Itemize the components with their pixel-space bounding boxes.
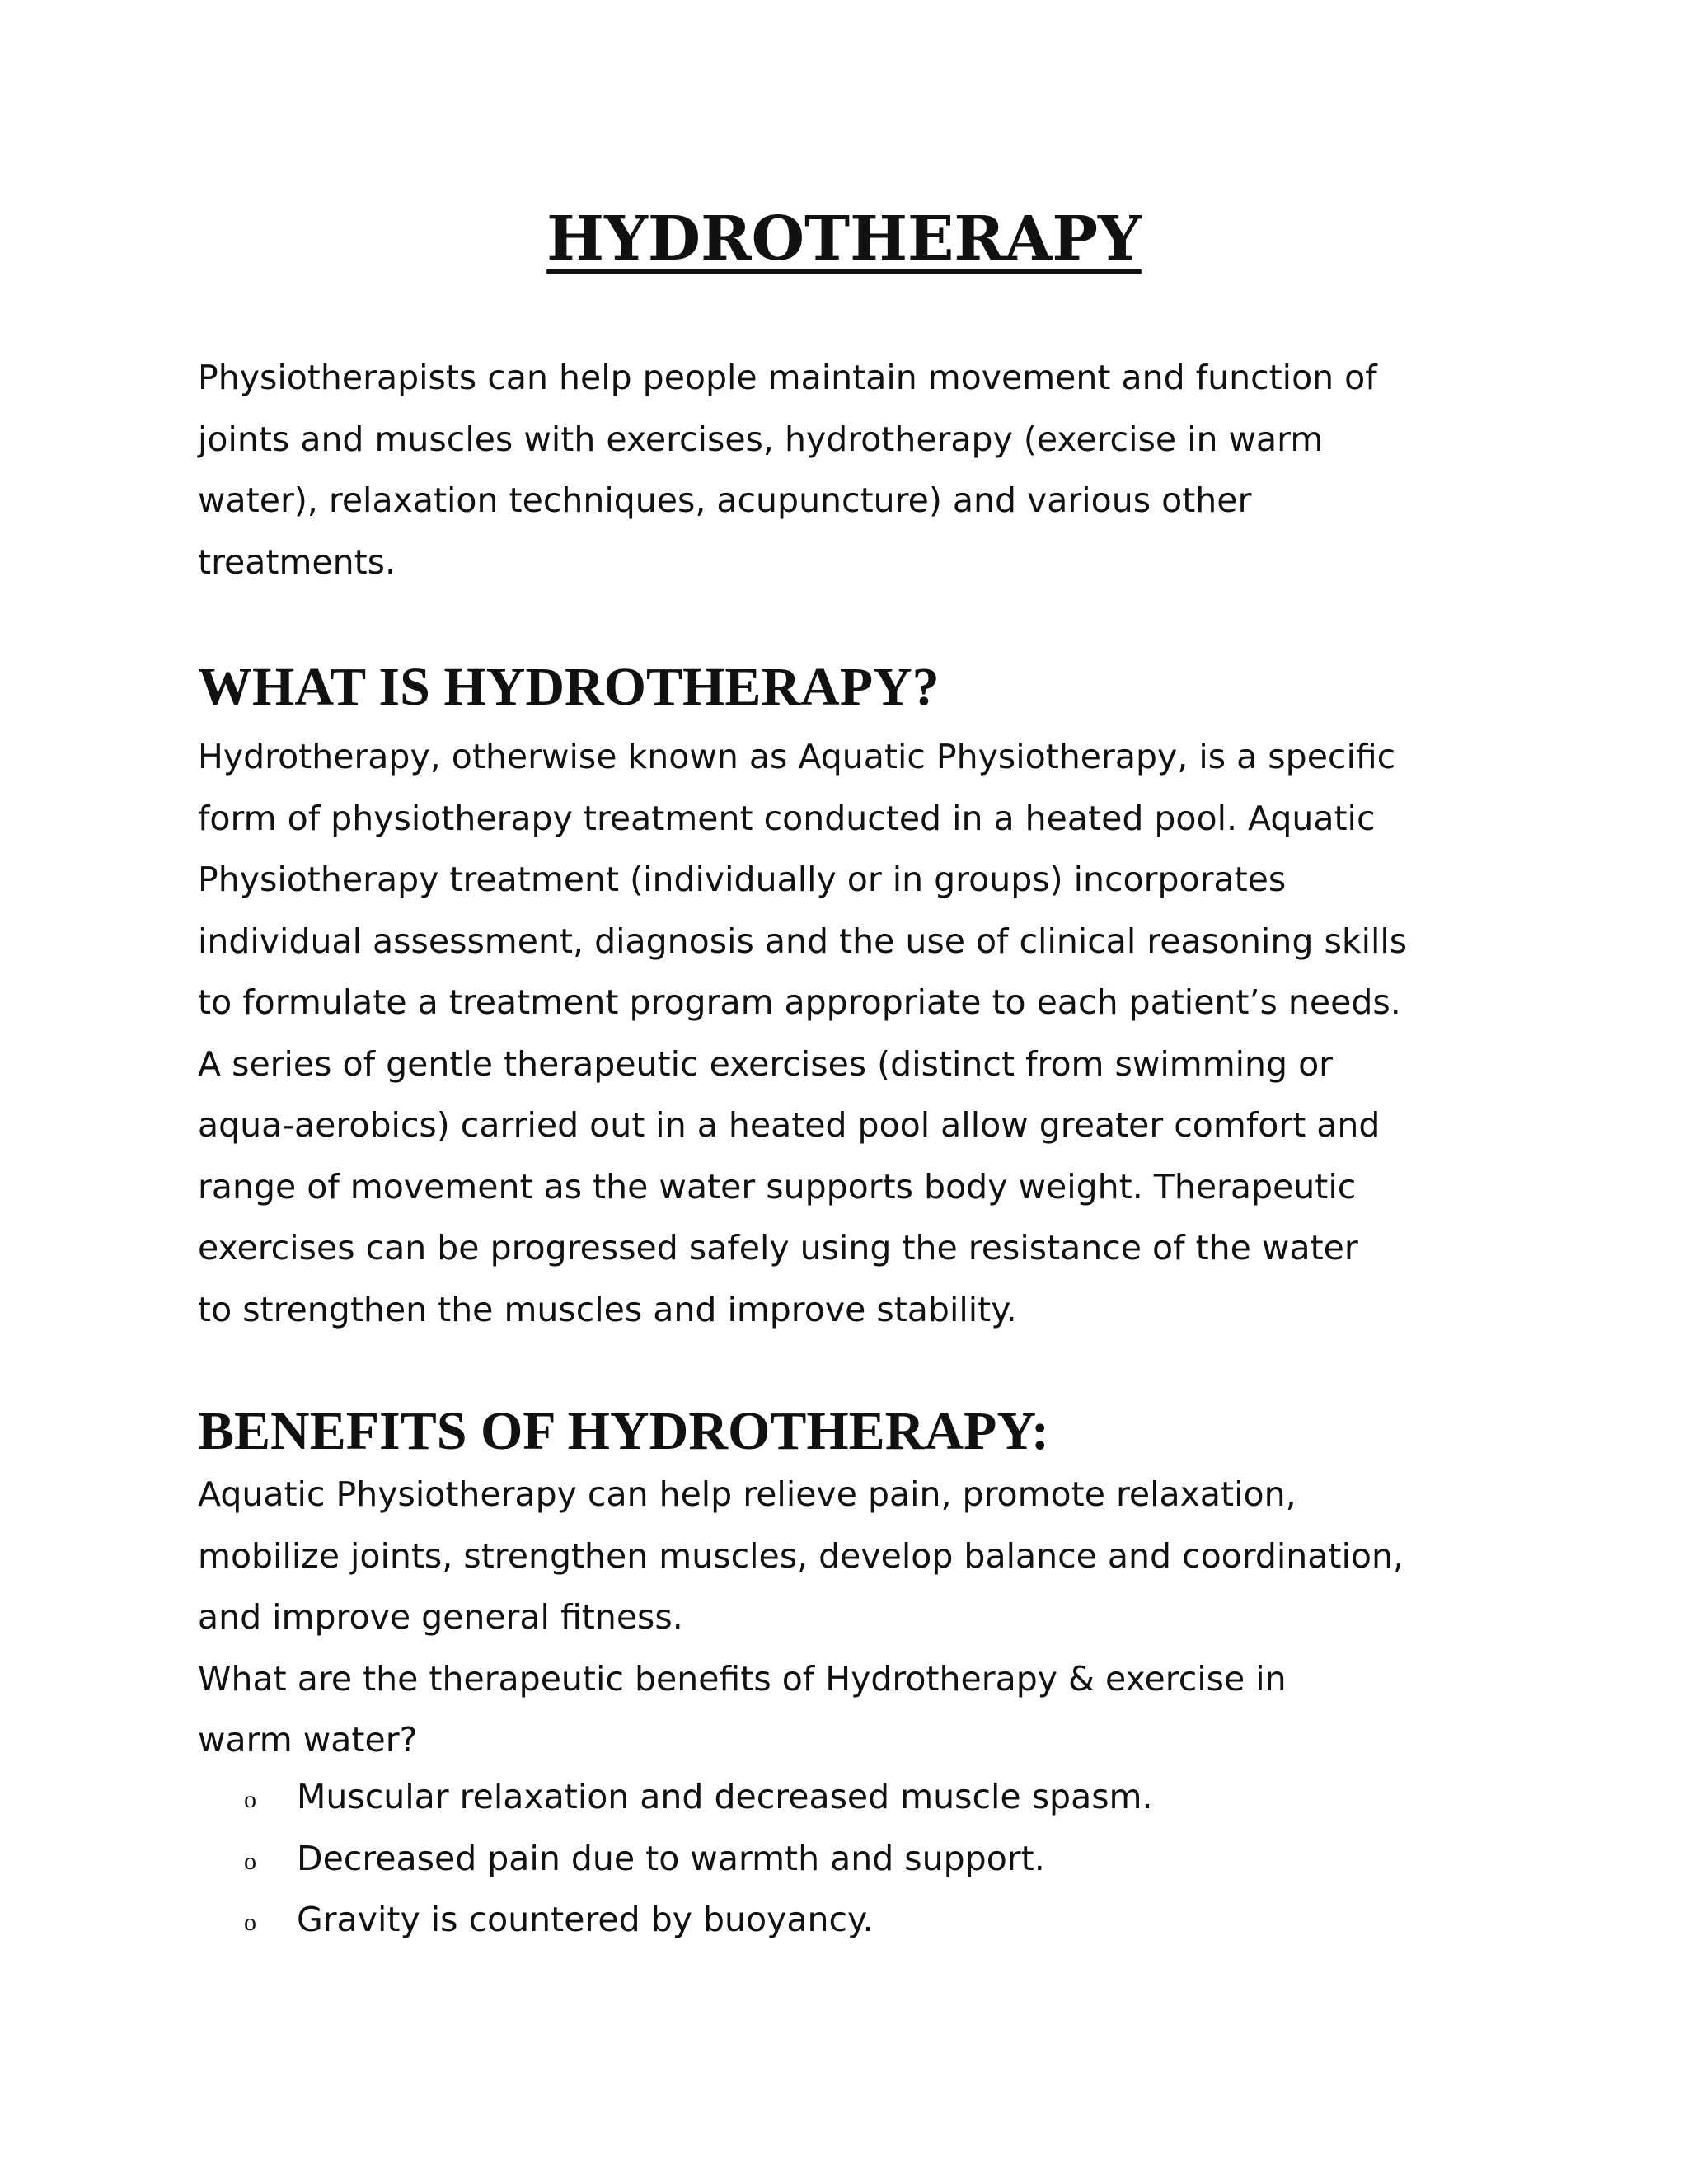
what-is-paragraph	[198, 726, 1500, 1340]
circle-bullet-icon: o	[244, 1847, 256, 1875]
benefits-paragraph	[198, 1464, 1500, 1771]
section-heading-what-is: WHAT IS HYDROTHERAPY?	[198, 657, 940, 717]
list-item	[198, 1766, 1153, 1828]
paragraph-line: Hydrotherapy, otherwise known as Aquatic Physiotherapy, is a specific	[198, 737, 1396, 776]
list-item-text: Gravity is countered by buoyancy.	[297, 1900, 874, 1939]
paragraph-line: water), relaxation techniques, acupuncture) and various other	[198, 480, 1252, 520]
paragraph-line: joints and muscles with exercises, hydrotherapy (exercise in warm	[198, 419, 1324, 459]
list-item-text: Decreased pain due to warmth and support.	[297, 1838, 1045, 1878]
paragraph-line: range of movement as the water supports body weight. Therapeutic	[198, 1166, 1357, 1207]
list-item	[198, 1828, 1153, 1890]
paragraph-line: exercises can be progressed safely using the resistance of the water	[198, 1228, 1358, 1268]
circle-bullet-icon: o	[244, 1909, 256, 1936]
paragraph-line: Aquatic Physiotherapy can help relieve pain, promote relaxation,	[198, 1474, 1296, 1514]
paragraph-line: aqua-aerobics) carried out in a heated pool allow greater comfort and	[198, 1105, 1381, 1145]
page-title: HYDROTHERAPY	[546, 204, 1142, 274]
paragraph-line: treatments.	[198, 541, 396, 582]
paragraph-line: to formulate a treatment program appropriate to each patient’s needs.	[198, 982, 1401, 1022]
paragraph-line: A series of gentle therapeutic exercises (distinct from swimming or	[198, 1043, 1334, 1084]
paragraph-line: individual assessment, diagnosis and the use of clinical reasoning skills	[198, 921, 1408, 961]
list-item	[198, 1889, 1153, 1951]
paragraph-line: and improve general fitness.	[198, 1597, 683, 1637]
paragraph-line: Physiotherapy treatment (individually or in groups) incorporates	[198, 860, 1287, 899]
benefits-list	[198, 1766, 1153, 1951]
list-item-text: Muscular relaxation and decreased muscle spasm.	[297, 1777, 1153, 1816]
paragraph-line: to strengthen the muscles and improve stability.	[198, 1289, 1017, 1329]
paragraph-line: Physiotherapists can help people maintain movement and function of	[198, 358, 1377, 397]
intro-paragraph	[198, 347, 1500, 593]
paragraph-line: mobilize joints, strengthen muscles, develop balance and coordination,	[198, 1535, 1404, 1576]
paragraph-line: What are the therapeutic benefits of Hydrotherapy & exercise in	[198, 1658, 1287, 1699]
paragraph-line: form of physiotherapy treatment conducted in a heated pool. Aquatic	[198, 798, 1376, 838]
paragraph-line: warm water?	[198, 1720, 418, 1760]
section-heading-benefits: BENEFITS OF HYDROTHERAPY:	[198, 1401, 1049, 1461]
circle-bullet-icon: o	[244, 1786, 256, 1813]
